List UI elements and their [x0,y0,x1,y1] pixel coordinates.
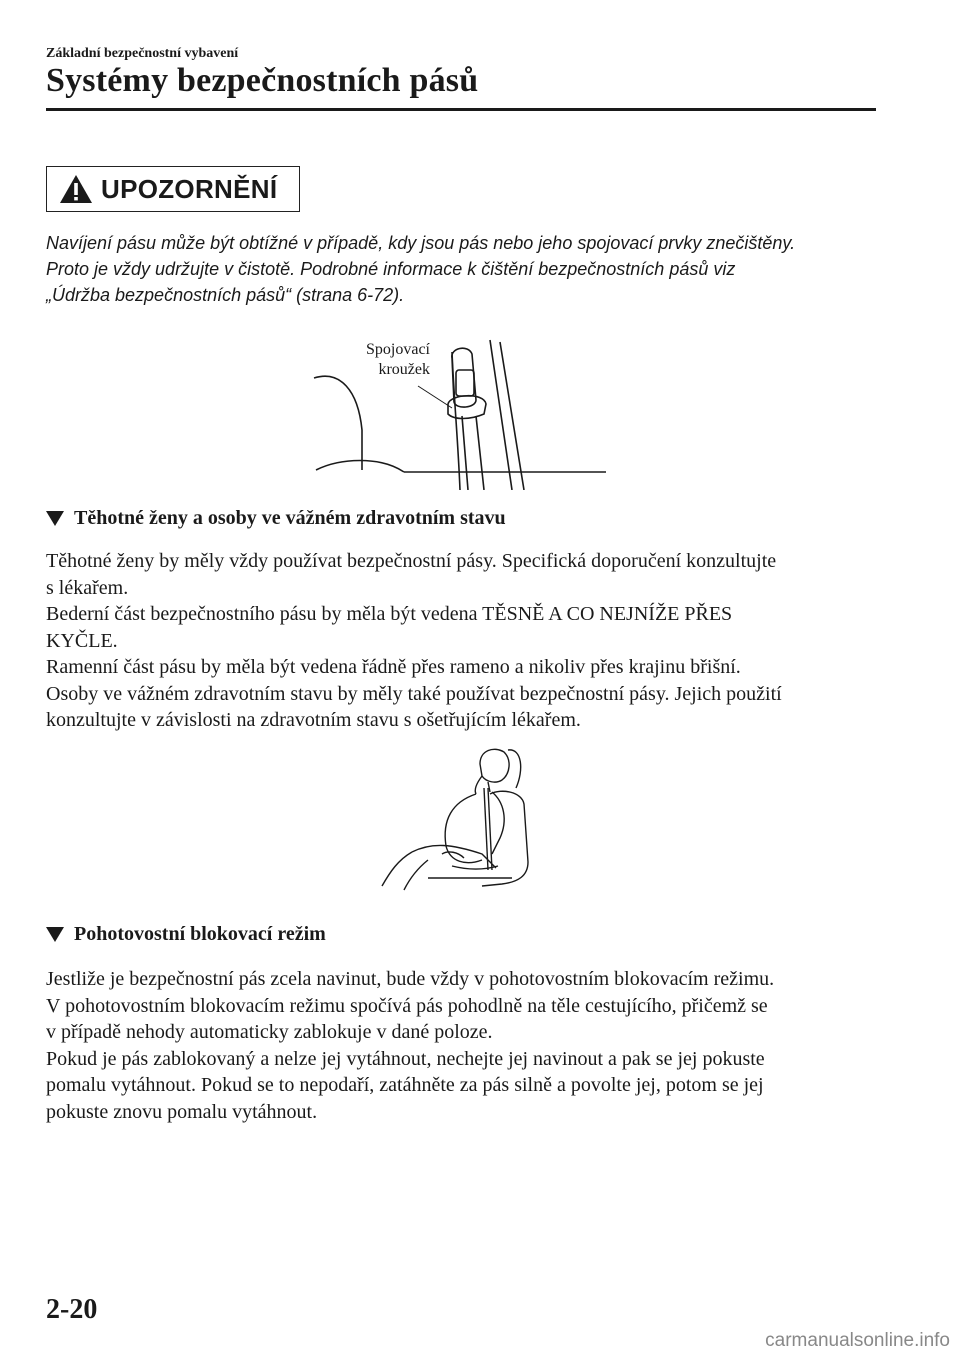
text-line: KYČLE. [46,629,118,652]
text-line: Bederní část bezpečnostního pásu by měla být vedena TĚSNĚ A CO NEJNÍŽE PŘES [46,603,733,625]
warning-label: UPOZORNĚNÍ [101,173,278,204]
text-line: pomalu vytáhnout. Pokud se to nepodaří, zatáhněte za pás silně a povolte jej, potom se jej [46,1074,764,1096]
pregnant-woman-illustration [372,742,552,892]
text-line: pokuste znovu pomalu vytáhnout. [46,1100,318,1123]
warning-box [46,166,300,212]
ring-callout-line: kroužek [378,361,430,378]
section-label: Základní bezpečnostní vybavení [46,46,239,61]
page-number: 2-20 [46,1294,98,1325]
heading-standby-text: Pohotovostní blokovací režim [74,923,326,945]
text-line: Těhotné ženy by měly vždy používat bezpečnostní pásy. Specifická doporučení konzultujte [46,550,777,572]
triangle-bullet-icon [46,927,64,942]
heading-standby [46,923,326,946]
heading-pregnant-text: Těhotné ženy a osoby ve vážném zdravotním stavu [74,507,506,529]
triangle-bullet-icon [46,511,64,526]
text-line: Osoby ve vážném zdravotním stavu by měly také používat bezpečnostní pásy. Jejich použití [46,682,782,705]
page-title: Systémy bezpečnostních pásů [46,62,479,99]
text-line: konzultujte v závislosti na zdravotním stavu s ošetřujícím lékařem. [46,709,581,731]
text-line: Ramenní část pásu by měla být vedena řádně přes rameno a nikoliv přes krajinu břišní. [46,656,741,678]
warning-triangle-icon [59,174,93,204]
title-rule [46,108,876,111]
text-line: s lékařem. [46,576,129,599]
heading-pregnant [46,507,506,530]
ring-callout-label [318,340,430,380]
warning-line: „Údržba bezpečnostních pásů“ (strana 6-72). [46,285,405,305]
warning-line: Proto je vždy udržujte v čistotě. Podrobné informace k čištění bezpečnostních pásů viz [46,259,736,279]
standby-paragraph [46,966,886,1125]
warning-line: Navíjení pásu může být obtížné v případě, kdy jsou pás nebo jeho spojovací prvky znečištěny. [46,233,796,253]
warning-text [46,230,876,308]
ring-callout-line: Spojovací [366,341,430,358]
text-line: V pohotovostním blokovacím režimu spočívá pás pohodlně na těle cestujícího, přičemž se [46,994,768,1017]
text-line: Pokud je pás zablokovaný a nelze jej vytáhnout, nechejte jej navinout a pak se jej pokuste [46,1047,765,1070]
pregnant-paragraph [46,548,886,734]
text-line: v případě nehody automaticky zablokuje v dané poloze. [46,1021,493,1043]
text-line: Jestliže je bezpečnostní pás zcela navinut, bude vždy v pohotovostním blokovacím režimu. [46,968,775,990]
watermark: carmanualsonline.info [765,1330,950,1351]
